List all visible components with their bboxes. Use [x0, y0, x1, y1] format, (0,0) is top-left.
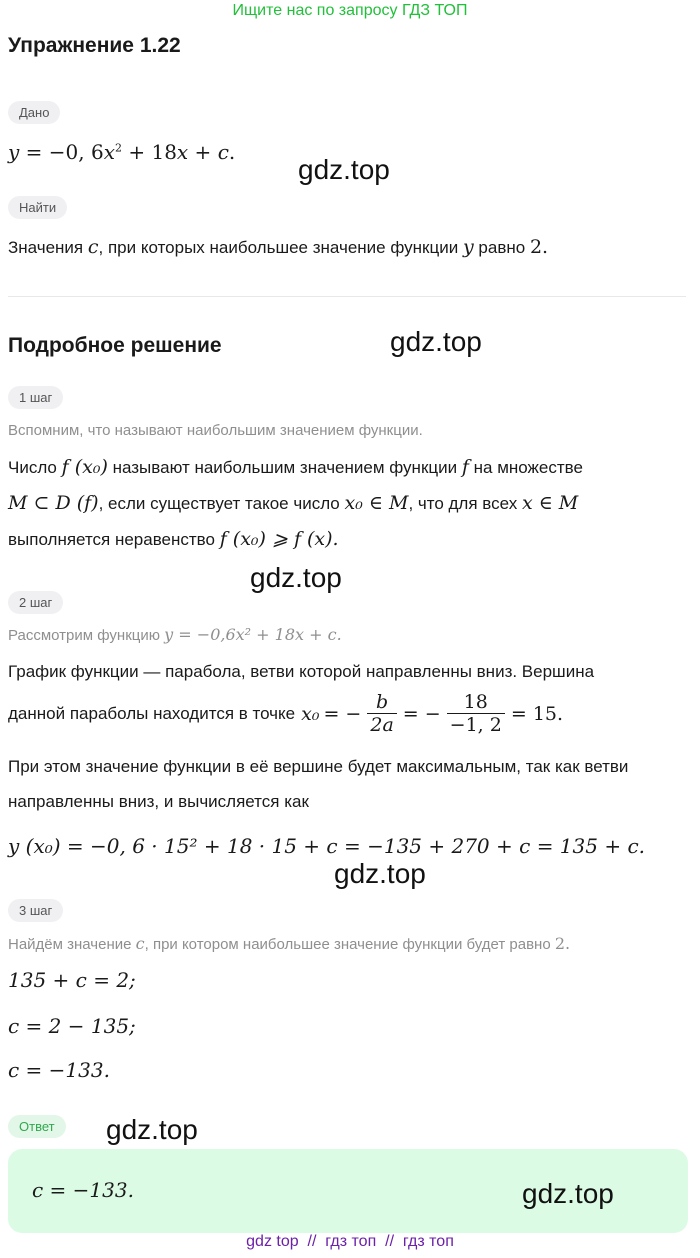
step-1-hint: Вспомним, что называют наибольшим значением функции.: [8, 422, 423, 439]
solution-title: Подробное решение: [8, 334, 222, 357]
section-divider: [8, 296, 686, 297]
step-1-line-3: выполняется неравенство f (x₀) ⩾ f (x).: [8, 528, 339, 550]
fraction-numerator: b: [375, 690, 389, 713]
step-1-line-2: M ⊂ D (f), если существует такое число x₀ ∈ M, что для всех x ∈ M: [8, 492, 579, 514]
watermark: gdz.top: [106, 1114, 198, 1145]
step-3-hint: Найдём значение c, при котором наибольшее значение функции будет равно 2.: [8, 934, 571, 953]
given-label: Дано: [8, 101, 60, 124]
step-2-para-1-line-2: данной параболы находится в точке x₀ = − $\frac{b}{2a}$ = − $\frac{18}{-1, 2}$ = 15.: [8, 690, 564, 736]
fraction-numerator: 18: [463, 690, 488, 713]
watermark: gdz.top: [390, 326, 482, 357]
fraction-denominator: 2a: [367, 713, 396, 737]
footer-links[interactable]: gdz top // гдз топ // гдз топ: [246, 1233, 454, 1250]
step-3-equation-2: c = 2 − 135;: [8, 1014, 136, 1038]
watermark: gdz.top: [334, 858, 426, 889]
fraction-denominator: −1, 2: [447, 713, 505, 737]
step-2-calculation: y (x₀) = −0, 6 · 15² + 18 · 15 + c = −135 + 270 + c = 135 + c.: [8, 834, 646, 858]
watermark: gdz.top: [298, 154, 390, 185]
answer-value: c = −133.: [32, 1178, 134, 1202]
step-2-label: 2 шаг: [8, 591, 63, 614]
exercise-title: Упражнение 1.22: [8, 34, 181, 57]
step-2-para-1-line-1: График функции — парабола, ветви которой направленны вниз. Вершина: [8, 662, 595, 681]
step-2-para-2-line-1: При этом значение функции в её вершине будет максимальным, так как ветви: [8, 757, 629, 776]
step-1-line-1: Число f (x₀) называют наибольшим значением функции f на множестве: [8, 456, 583, 478]
find-label: Найти: [8, 196, 67, 219]
find-text: Значения c, при которых наибольшее значение функции y равно 2.: [8, 236, 549, 258]
watermark: gdz.top: [250, 562, 342, 593]
step-3-equation-1: 135 + c = 2;: [8, 968, 136, 992]
step-2-para-2-line-2: направленны вниз, и вычисляется как: [8, 792, 309, 811]
answer-label: Ответ: [8, 1115, 66, 1138]
step-1-label: 1 шаг: [8, 386, 63, 409]
watermark: gdz.top: [522, 1178, 614, 1209]
step-3-equation-3: c = −133.: [8, 1058, 110, 1082]
step-2-hint: Рассмотрим функцию y = −0,6x² + 18x + c.: [8, 625, 342, 644]
step-3-label: 3 шаг: [8, 899, 63, 922]
top-banner: Ищите нас по запросу ГДЗ ТОП: [232, 2, 468, 19]
given-formula: y = −0, $6x^2 + 18x + c$.: [8, 140, 236, 164]
